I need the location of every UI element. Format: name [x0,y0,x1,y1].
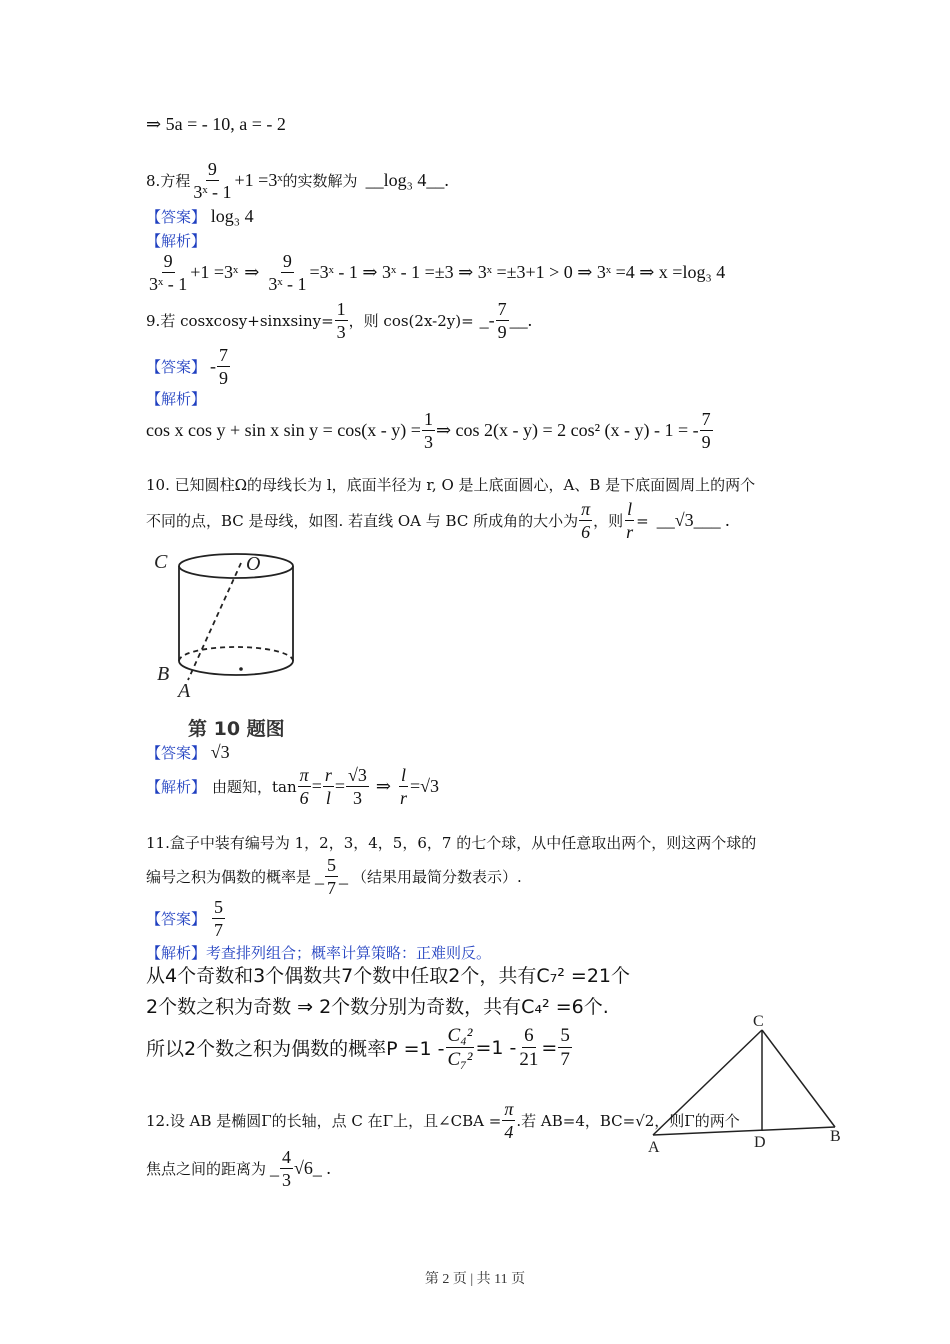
q11-step1: 从4个奇数和3个偶数共7个数中任取2个，共有C₇² =21个 [146,965,630,987]
frac-num: 7 [219,345,229,365]
svg-text:A: A [648,1139,660,1156]
q11-note-text: 考查排列组合；概率计算策略：正难则反。 [206,944,492,962]
svg-text:C: C [753,1013,764,1030]
q12-angle-fraction [502,1100,515,1141]
frac-den: l [325,788,331,808]
frac-den: 9 [219,368,229,388]
frac-den: 3 [282,1170,292,1190]
svg-text:A: A [178,680,191,702]
frac-den: 3ˣ - 1 [268,274,307,294]
q8-analysis-rest: +1 =3ˣ [190,262,239,282]
q8-suffix: 的实数解为 [282,172,358,190]
frac-num: l [627,499,633,519]
q10-analysis-result: =√3 [410,776,440,796]
frac-num: 1 [336,299,346,319]
question-11-line2: 编号之积为偶数的概率是 _ $\frac{5}{7}$ _ （结果用最简分数表示）. [146,855,522,898]
q8-analysis: $\frac{9}{\text{3ˣ - 1}}$ +1 =3ˣ ⇒ $\frac{9}{\text{3ˣ - 1}}$ =3ˣ - 1 ⇒ 3ˣ - 1 =±3 ⇒ 3ˣ =±3+1 > 0 ⇒ 3ˣ =4 ⇒ x =log₃ 4 [149,251,726,294]
answer-label: 【答案】 [146,910,207,928]
q9-analysis-frac [422,410,435,451]
frac-num: r [324,765,332,785]
q11-blank-fraction [325,856,338,897]
svg-text:B: B [830,1128,841,1145]
q8-fraction-den: 3ˣ - 1 [193,182,232,202]
frac-den: 9 [701,432,711,452]
svg-text:第 10 题图: 第 10 题图 [188,718,285,740]
frac-num: 6 [524,1025,534,1046]
q9-prefix: 若 cosxcosy+sinxsiny= [160,312,334,330]
q9-answer-fraction [217,346,230,387]
frac-den: 21 [519,1049,539,1070]
q10-frac-a [298,766,311,807]
frac-den: 3 [352,788,362,808]
q8-prefix: 方程 [160,172,191,190]
answer-label: 【答案】 [146,744,207,762]
q9-given-fraction [335,300,348,341]
question-8: 8. 方程 $\frac{9}{\text{3ˣ - 1}}$ +1 =3ˣ 的实数解为 __ log₃ 4 __. [146,159,449,202]
q10-cylinder-figure [148,543,318,743]
q8-number: 8. [146,171,161,190]
q10-analysis: 【解析】 由题知，tan $\frac{\pi}{6}$ = $\frac{r}{l}$ = $\frac{√3}{3}$ ⇒ $\frac{l}{r}$ =√3 [146,765,440,808]
q10-analysis-prefix: 由题知，tan [212,778,297,796]
q8-fraction-num: 9 [207,159,217,179]
frac-den: 6 [299,788,309,808]
q8-equation-fraction [191,160,233,201]
page-footer: 第 2 页 | 共 11 页 [424,1272,526,1287]
frac-num: 5 [327,855,337,875]
frac-den: 9 [497,322,507,342]
analysis-label: 【解析】 [146,778,207,796]
frac-den: r [400,788,408,808]
q8-blank-answer: log₃ 4 [383,170,427,190]
q8-answer-value: log₃ 4 [210,206,254,226]
q11-step3-mid: =1 - [475,1036,517,1059]
q11-frac3 [558,1026,572,1069]
q12-line1-prefix: 12.设 AB 是椭圆Γ的长轴，点 C 在Γ上，且∠CBA = [146,1112,502,1130]
q11-line2-prefix: 编号之积为偶数的概率是 [146,868,312,886]
q9-blank-sign: - [488,310,495,330]
q10-blank-answer: √3 [674,510,694,530]
q9-answer-sign: - [210,356,217,376]
frac-num: 5 [214,897,224,917]
q9-middle: ，则 cos(2x-2y)= [348,312,474,330]
answer-label: 【答案】 [146,358,207,376]
q10-line2-mid: ，则 [593,512,624,530]
q8-analysis-label: 【解析】 [146,232,207,250]
q8-answer [146,206,254,227]
frac-num: 9 [163,251,173,271]
q9-analysis-label: 【解析】 [146,390,207,408]
q8-analysis-frac2 [266,252,308,293]
q11-step3: 所以2个数之积为偶数的概率P =1 - $\frac{\text{C₄²}}{\text{C₇²}}$ =1 - $\frac{6}{21}$ = $\frac{5}{7}$ [146,1025,570,1070]
q10-ratio-fraction [624,500,635,541]
q12-blank-root: √6 [294,1158,313,1178]
answer-label: 【答案】 [146,208,207,226]
question-10-line2: 不同的点，BC 是母线，如图. 若直线 OA 与 BC 所成角的大小为 $\frac{\pi}{6}$ ，则 $\frac{l}{r}$ = __ √3 ___ . [146,499,730,542]
analysis-label: 【解析】 [146,944,207,962]
q9-analysis [146,410,714,451]
q9-answer [146,346,231,387]
q11-analysis-note [146,942,491,963]
cylinder-diagram [148,543,318,743]
q9-number: 9. [146,311,161,330]
frac-num: 7 [701,409,711,429]
frac-num: π [299,765,309,785]
frac-den: 3 [423,432,433,452]
q10-angle-fraction [579,500,592,541]
frac-den: r [626,522,634,542]
question-11-line1: 11.盒子中装有编号为 1，2，3，4，5，6，7 的七个球，从中任意取出两个，则这两个球的 [146,834,757,852]
svg-text:C: C [154,551,168,573]
q10-answer [146,742,230,763]
q11-frac2 [517,1026,540,1069]
q9-analysis-part2: ⇒ cos 2(x - y) = 2 cos² (x - y) - 1 = - [435,420,699,440]
frac-num: 9 [282,251,292,271]
q9-analysis-part1: cos x cos y + sin x sin y = cos(x - y) = [146,420,421,440]
q10-frac-c [346,766,369,807]
question-9: 9. 若 cosxcosy+sinxsiny= $\frac{1}{3}$ ，则 cos(2x-2y)= _ - $\frac{7}{9}$ __. [146,299,533,342]
q10-answer-value: √3 [210,742,230,762]
q9-analysis-result [700,410,713,451]
svg-text:B: B [157,663,170,685]
q10-line2-prefix: 不同的点，BC 是母线，如图. 若直线 OA 与 BC 所成角的大小为 [146,512,579,530]
frac-den: 7 [214,920,224,940]
q10-eq: = [636,511,649,530]
frac-num: 5 [560,1025,570,1046]
q8-analysis-frac1 [147,252,189,293]
frac-den: 7 [327,878,337,898]
frac-den: 7 [560,1049,570,1070]
frac-den: C₇² [447,1049,473,1070]
frac-num: l [401,765,407,785]
q12-line1-suffix: .若 AB=4，BC=√2，则Γ的两个 [516,1112,740,1130]
frac-num: 7 [497,299,507,319]
question-10-line1: 10. 已知圆柱Ω的母线长为 l，底面半径为 r, O 是上底面圆心，A、B 是下底面圆周上的两个 [146,476,756,494]
svg-text:D: D [754,1134,766,1151]
svg-text:O: O [246,553,261,575]
question-12-line2: 焦点之间的距离为 _ $\frac{4}{3}$ √6 _ . [146,1147,331,1190]
q11-step3-prefix: 所以2个数之积为偶数的概率P =1 - [146,1038,445,1060]
question-12-line1 [146,1100,740,1141]
frac-num: √3 [348,765,367,785]
q12-line2-prefix: 焦点之间的距离为 [146,1160,267,1178]
prev-solution-text: ⇒ 5a = - 10, a = - 2 [146,114,286,134]
prev-solution-tail [146,114,286,135]
q11-frac1 [446,1026,475,1069]
q11-line2-suffix: （结果用最简分数表示）. [352,868,522,886]
frac-den: 6 [581,522,591,542]
q10-frac-d [398,766,409,807]
q9-blank-fraction [496,300,509,341]
frac-num: π [581,499,591,519]
q8-analysis-tail: =3ˣ - 1 ⇒ 3ˣ - 1 =±3 ⇒ 3ˣ =±3+1 > 0 ⇒ 3ˣ =4 ⇒ x =log₃ 4 [309,262,726,282]
q11-step2: 2个数之积为奇数 ⇒ 2个数分别为奇数，共有C₄² =6个. [146,996,609,1018]
frac-num: 4 [282,1147,292,1167]
frac-num: 1 [423,409,433,429]
q11-answer-fraction [212,898,225,939]
frac-den: 3 [336,322,346,342]
q8-equation-rest: +1 =3ˣ [234,170,283,190]
frac-den: 3ˣ - 1 [149,274,188,294]
q12-blank-fraction [280,1148,293,1189]
q10-frac-b [323,766,334,807]
frac-den: 4 [504,1122,514,1142]
q11-answer [146,898,226,939]
frac-num: C₄² [447,1025,473,1046]
frac-num: π [504,1099,514,1119]
